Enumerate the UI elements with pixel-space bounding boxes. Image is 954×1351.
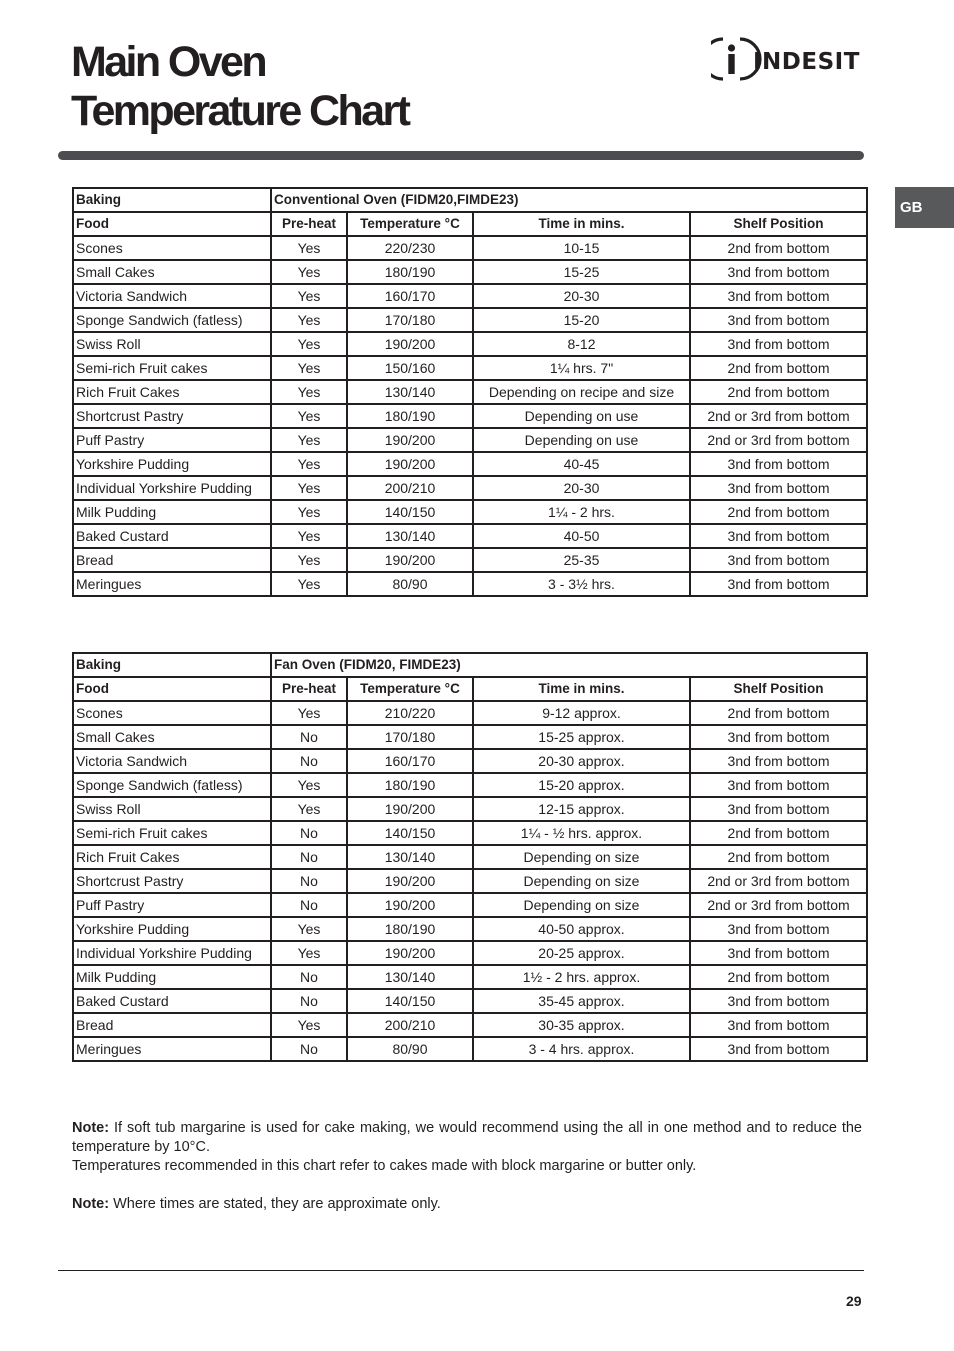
- table-row: [73, 284, 867, 308]
- food-cell: Sponge Sandwich (fatless): [73, 773, 271, 797]
- food-cell: Victoria Sandwich: [73, 749, 271, 773]
- food-cell: Individual Yorkshire Pudding: [73, 941, 271, 965]
- time-cell: 40-50: [473, 524, 690, 548]
- preheat-cell: Yes: [271, 701, 347, 725]
- temperature-cell: 180/190: [347, 917, 473, 941]
- temperature-cell: 180/190: [347, 260, 473, 284]
- food-cell: Baked Custard: [73, 989, 271, 1013]
- shelf-position-cell: 3nd from bottom: [690, 572, 867, 596]
- time-cell: 3 - 3½ hrs.: [473, 572, 690, 596]
- preheat-cell: No: [271, 821, 347, 845]
- table-row: [73, 1037, 867, 1061]
- food-cell: Milk Pudding: [73, 965, 271, 989]
- indesit-logo: [711, 36, 865, 82]
- note-text: If soft tub margarine is used for cake making, we would recommend using the all in one method and to reduce the temperature by 10°C.: [72, 1120, 862, 1155]
- note-block-margarine: Temperatures recommended in this chart refer to cakes made with block margarine or butter only.: [72, 1158, 697, 1174]
- temperature-cell: 180/190: [347, 773, 473, 797]
- preheat-cell: No: [271, 725, 347, 749]
- time-cell: 40-45: [473, 452, 690, 476]
- shelf-position-cell: 2nd from bottom: [690, 845, 867, 869]
- temperature-cell: 170/180: [347, 725, 473, 749]
- food-cell: Swiss Roll: [73, 797, 271, 821]
- preheat-cell: Yes: [271, 284, 347, 308]
- shelf-position-cell: 2nd or 3rd from bottom: [690, 869, 867, 893]
- food-cell: Sponge Sandwich (fatless): [73, 308, 271, 332]
- food-cell: Shortcrust Pastry: [73, 404, 271, 428]
- time-cell: 20-25 approx.: [473, 941, 690, 965]
- table-row: [73, 308, 867, 332]
- table-row: [73, 821, 867, 845]
- shelf-position-cell: 2nd from bottom: [690, 380, 867, 404]
- time-cell: 20-30 approx.: [473, 749, 690, 773]
- food-cell: Baked Custard: [73, 524, 271, 548]
- temperature-cell: 190/200: [347, 893, 473, 917]
- time-cell: 9-12 approx.: [473, 701, 690, 725]
- shelf-position-cell: 2nd or 3rd from bottom: [690, 893, 867, 917]
- preheat-cell: No: [271, 869, 347, 893]
- temperature-cell: 190/200: [347, 548, 473, 572]
- page-title-line-2: Temperature Chart: [71, 87, 409, 135]
- table-row: [73, 476, 867, 500]
- table-row: [73, 452, 867, 476]
- table-row: [73, 701, 867, 725]
- table-row: [73, 236, 867, 260]
- shelf-position-cell: 3nd from bottom: [690, 476, 867, 500]
- time-cell: 35-45 approx.: [473, 989, 690, 1013]
- column-header-time: Time in mins.: [473, 212, 690, 236]
- temperature-cell: 130/140: [347, 845, 473, 869]
- column-header-shelf: Shelf Position: [690, 212, 867, 236]
- temperature-cell: 170/180: [347, 308, 473, 332]
- table-row: [73, 989, 867, 1013]
- baking-label: Baking: [73, 188, 271, 212]
- table-heading-row: [73, 653, 867, 677]
- food-cell: Swiss Roll: [73, 332, 271, 356]
- time-cell: 1¼ - ½ hrs. approx.: [473, 821, 690, 845]
- time-cell: 20-30: [473, 284, 690, 308]
- preheat-cell: Yes: [271, 548, 347, 572]
- notes-section: [72, 1119, 862, 1214]
- shelf-position-cell: 2nd from bottom: [690, 356, 867, 380]
- shelf-position-cell: 3nd from bottom: [690, 308, 867, 332]
- table-row: [73, 572, 867, 596]
- time-cell: 1¼ - 2 hrs.: [473, 500, 690, 524]
- baking-label: Baking: [73, 653, 271, 677]
- preheat-cell: Yes: [271, 308, 347, 332]
- time-cell: 10-15: [473, 236, 690, 260]
- oven-type-label: Fan Oven (FIDM20, FIMDE23): [271, 653, 867, 677]
- time-cell: 15-20: [473, 308, 690, 332]
- shelf-position-cell: 2nd from bottom: [690, 701, 867, 725]
- preheat-cell: Yes: [271, 452, 347, 476]
- header-divider: [58, 151, 864, 160]
- temperature-cell: 140/150: [347, 500, 473, 524]
- time-cell: 15-20 approx.: [473, 773, 690, 797]
- shelf-position-cell: 3nd from bottom: [690, 284, 867, 308]
- temperature-cell: 150/160: [347, 356, 473, 380]
- column-header-time: Time in mins.: [473, 677, 690, 701]
- temperature-cell: 130/140: [347, 380, 473, 404]
- food-cell: Shortcrust Pastry: [73, 869, 271, 893]
- food-cell: Scones: [73, 236, 271, 260]
- preheat-cell: No: [271, 965, 347, 989]
- note-times: [72, 1195, 862, 1214]
- table-row: [73, 797, 867, 821]
- time-cell: 40-50 approx.: [473, 917, 690, 941]
- time-cell: 1½ - 2 hrs. approx.: [473, 965, 690, 989]
- table-row: [73, 869, 867, 893]
- temperature-cell: 80/90: [347, 1037, 473, 1061]
- table-row: [73, 524, 867, 548]
- temperature-cell: 140/150: [347, 989, 473, 1013]
- note-label: Note:: [72, 1120, 110, 1136]
- temperature-cell: 190/200: [347, 452, 473, 476]
- shelf-position-cell: 3nd from bottom: [690, 797, 867, 821]
- table-row: [73, 380, 867, 404]
- shelf-position-cell: 3nd from bottom: [690, 1013, 867, 1037]
- shelf-position-cell: 3nd from bottom: [690, 749, 867, 773]
- table-row: [73, 941, 867, 965]
- food-cell: Semi-rich Fruit cakes: [73, 821, 271, 845]
- temperature-cell: 160/170: [347, 749, 473, 773]
- column-header-food: Food: [73, 677, 271, 701]
- preheat-cell: Yes: [271, 428, 347, 452]
- table-row: [73, 260, 867, 284]
- shelf-position-cell: 2nd from bottom: [690, 965, 867, 989]
- preheat-cell: Yes: [271, 524, 347, 548]
- column-header-preheat: Pre-heat: [271, 677, 347, 701]
- temperature-cell: 220/230: [347, 236, 473, 260]
- temperature-cell: 190/200: [347, 869, 473, 893]
- table-row: [73, 917, 867, 941]
- shelf-position-cell: 2nd from bottom: [690, 821, 867, 845]
- time-cell: Depending on use: [473, 428, 690, 452]
- fan-oven-rows: [73, 701, 867, 1061]
- food-cell: Rich Fruit Cakes: [73, 845, 271, 869]
- shelf-position-cell: 3nd from bottom: [690, 941, 867, 965]
- temperature-cell: 190/200: [347, 428, 473, 452]
- shelf-position-cell: 3nd from bottom: [690, 548, 867, 572]
- time-cell: 8-12: [473, 332, 690, 356]
- preheat-cell: Yes: [271, 797, 347, 821]
- time-cell: 15-25: [473, 260, 690, 284]
- page-number: 29: [846, 1293, 862, 1309]
- shelf-position-cell: 3nd from bottom: [690, 773, 867, 797]
- time-cell: Depending on size: [473, 845, 690, 869]
- preheat-cell: Yes: [271, 236, 347, 260]
- preheat-cell: No: [271, 893, 347, 917]
- food-cell: Bread: [73, 548, 271, 572]
- column-header-temperature: Temperature °C: [347, 677, 473, 701]
- time-cell: 25-35: [473, 548, 690, 572]
- table-row: [73, 332, 867, 356]
- page-title-line-1: Main Oven: [71, 38, 266, 86]
- time-cell: 1¼ hrs. 7": [473, 356, 690, 380]
- shelf-position-cell: 3nd from bottom: [690, 524, 867, 548]
- time-cell: 3 - 4 hrs. approx.: [473, 1037, 690, 1061]
- preheat-cell: No: [271, 845, 347, 869]
- preheat-cell: No: [271, 989, 347, 1013]
- fan-oven-table: [72, 652, 868, 1062]
- time-cell: 30-35 approx.: [473, 1013, 690, 1037]
- shelf-position-cell: 3nd from bottom: [690, 1037, 867, 1061]
- column-header-preheat: Pre-heat: [271, 212, 347, 236]
- time-cell: 12-15 approx.: [473, 797, 690, 821]
- time-cell: Depending on use: [473, 404, 690, 428]
- note-margarine: [72, 1119, 862, 1157]
- column-header-food: Food: [73, 212, 271, 236]
- food-cell: Scones: [73, 701, 271, 725]
- oven-type-label: Conventional Oven (FIDM20,FIMDE23): [271, 188, 867, 212]
- conventional-oven-rows: [73, 236, 867, 596]
- preheat-cell: Yes: [271, 1013, 347, 1037]
- preheat-cell: Yes: [271, 404, 347, 428]
- shelf-position-cell: 3nd from bottom: [690, 260, 867, 284]
- time-cell: Depending on recipe and size: [473, 380, 690, 404]
- food-cell: Small Cakes: [73, 725, 271, 749]
- table-row: [73, 773, 867, 797]
- column-header-shelf: Shelf Position: [690, 677, 867, 701]
- footer-divider: [58, 1270, 864, 1271]
- note-text: Where times are stated, they are approximate only.: [109, 1196, 441, 1212]
- preheat-cell: Yes: [271, 500, 347, 524]
- shelf-position-cell: 3nd from bottom: [690, 725, 867, 749]
- column-header-temperature: Temperature °C: [347, 212, 473, 236]
- preheat-cell: Yes: [271, 941, 347, 965]
- preheat-cell: Yes: [271, 572, 347, 596]
- temperature-cell: 200/210: [347, 476, 473, 500]
- column-header-row: [73, 212, 867, 236]
- food-cell: Bread: [73, 1013, 271, 1037]
- shelf-position-cell: 3nd from bottom: [690, 989, 867, 1013]
- temperature-cell: 80/90: [347, 572, 473, 596]
- temperature-cell: 190/200: [347, 797, 473, 821]
- preheat-cell: Yes: [271, 332, 347, 356]
- table-row: [73, 965, 867, 989]
- preheat-cell: No: [271, 749, 347, 773]
- temperature-cell: 130/140: [347, 965, 473, 989]
- preheat-cell: Yes: [271, 476, 347, 500]
- time-cell: 15-25 approx.: [473, 725, 690, 749]
- table-row: [73, 725, 867, 749]
- temperature-cell: 140/150: [347, 821, 473, 845]
- temperature-cell: 190/200: [347, 332, 473, 356]
- column-header-row: [73, 677, 867, 701]
- logo-wordmark: INDESIT: [753, 49, 860, 75]
- shelf-position-cell: 2nd from bottom: [690, 500, 867, 524]
- conventional-oven-table: [72, 187, 868, 597]
- preheat-cell: Yes: [271, 917, 347, 941]
- note-label: Note:: [72, 1196, 110, 1212]
- food-cell: Victoria Sandwich: [73, 284, 271, 308]
- food-cell: Puff Pastry: [73, 428, 271, 452]
- table-row: [73, 500, 867, 524]
- preheat-cell: No: [271, 1037, 347, 1061]
- temperature-cell: 130/140: [347, 524, 473, 548]
- preheat-cell: Yes: [271, 356, 347, 380]
- preheat-cell: Yes: [271, 380, 347, 404]
- temperature-cell: 180/190: [347, 404, 473, 428]
- language-tab: GB: [895, 187, 954, 228]
- time-cell: Depending on size: [473, 893, 690, 917]
- table-row: [73, 548, 867, 572]
- temperature-cell: 200/210: [347, 1013, 473, 1037]
- food-cell: Puff Pastry: [73, 893, 271, 917]
- time-cell: 20-30: [473, 476, 690, 500]
- temperature-cell: 190/200: [347, 941, 473, 965]
- shelf-position-cell: 3nd from bottom: [690, 332, 867, 356]
- food-cell: Meringues: [73, 572, 271, 596]
- table-row: [73, 356, 867, 380]
- shelf-position-cell: 2nd from bottom: [690, 236, 867, 260]
- page-title: [71, 38, 408, 136]
- food-cell: Individual Yorkshire Pudding: [73, 476, 271, 500]
- temperature-cell: 160/170: [347, 284, 473, 308]
- table-row: [73, 1013, 867, 1037]
- table-heading-row: [73, 188, 867, 212]
- food-cell: Yorkshire Pudding: [73, 917, 271, 941]
- food-cell: Semi-rich Fruit cakes: [73, 356, 271, 380]
- food-cell: Yorkshire Pudding: [73, 452, 271, 476]
- food-cell: Milk Pudding: [73, 500, 271, 524]
- temperature-cell: 210/220: [347, 701, 473, 725]
- table-row: [73, 404, 867, 428]
- preheat-cell: Yes: [271, 773, 347, 797]
- shelf-position-cell: 3nd from bottom: [690, 917, 867, 941]
- time-cell: Depending on size: [473, 869, 690, 893]
- shelf-position-cell: 2nd or 3rd from bottom: [690, 428, 867, 452]
- food-cell: Small Cakes: [73, 260, 271, 284]
- food-cell: Meringues: [73, 1037, 271, 1061]
- food-cell: Rich Fruit Cakes: [73, 380, 271, 404]
- shelf-position-cell: 2nd or 3rd from bottom: [690, 404, 867, 428]
- preheat-cell: Yes: [271, 260, 347, 284]
- table-row: [73, 845, 867, 869]
- table-row: [73, 428, 867, 452]
- shelf-position-cell: 3nd from bottom: [690, 452, 867, 476]
- table-row: [73, 893, 867, 917]
- table-row: [73, 749, 867, 773]
